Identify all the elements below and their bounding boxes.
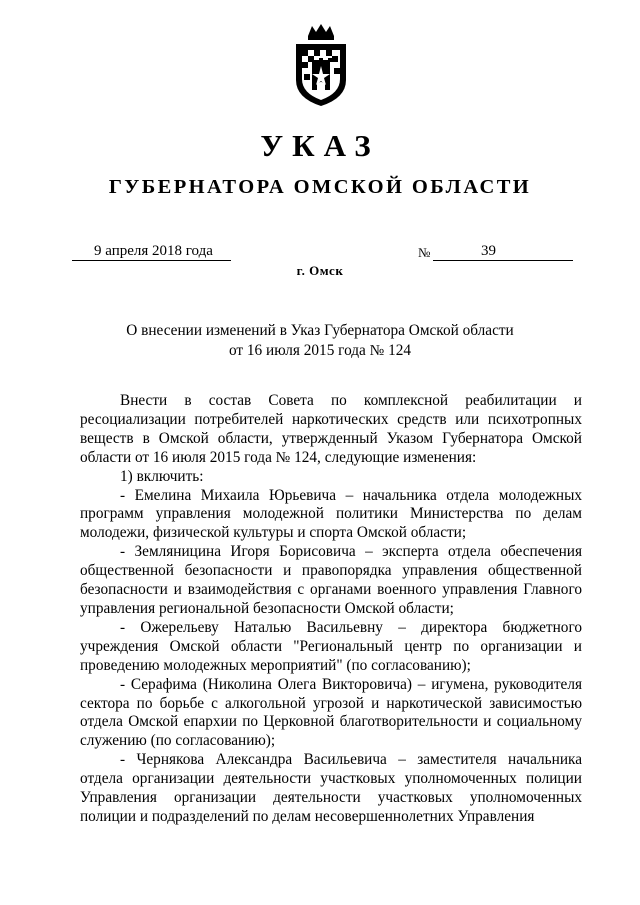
number-label: № [418, 245, 431, 260]
decree-city: г. Омск [296, 263, 344, 278]
decree-date-field [72, 242, 231, 261]
decree-number-field [433, 242, 573, 261]
intro-paragraph: Внести в состав Совета по комплексной реабилитации и ресоциализации потребителей наркотических средств или психотропных веществ в Омской области, утвержденный Указом Губернатора Омской области от 16 июля 2015 года № 124, следующие изменения: [80, 392, 582, 466]
decree-issuer: ГУБЕРНАТОРА ОМСКОЙ ОБЛАСТИ [108, 176, 532, 198]
omsk-oblast-coat-of-arms-icon [290, 22, 352, 108]
member-paragraph: - Земляницина Игоря Борисовича – эксперта отдела обеспечения общественной безопасности и правопорядка управления общественной безопасности и взаимодействия с органами военного управления Главного управления региональной безопасности Омской области; [80, 543, 582, 617]
member-paragraph: - Ожерельеву Наталью Васильевну – директора бюджетного учреждения Омской области "Региональный центр по организации и проведению молодежных мероприятий" (по согласованию); [80, 618, 582, 674]
decree-number: 39 [481, 243, 496, 259]
document-body [80, 392, 582, 827]
heading-line: О внесении изменений в Указ Губернатора Омской области [126, 322, 514, 339]
item-1-paragraph: 1) включить: [120, 467, 204, 485]
member-paragraph: - Емелина Михаила Юрьевича – начальника отдела молодежных программ управления молодежной политики Министерства по делам молодежи, физической культуры и спорта Омской области; [80, 486, 582, 542]
document-heading [0, 321, 640, 361]
decree-title: УКАЗ [260, 128, 380, 163]
member-paragraph: - Чернякова Александра Васильевича – заместителя начальника отдела организации деятельности участковых уполномоченных полиции Управления организации деятельности участковых уполномоченных полиции и подразделений по делам несовершеннолетних Управления [80, 751, 582, 825]
heading-line: от 16 июля 2015 года № 124 [228, 342, 412, 359]
member-paragraph: - Серафима (Николина Олега Викторовича) – игумена, руководителя сектора по борьбе с алкогольной угрозой и наркотической зависимостью отдела Омской епархии по Церковной благотворительности и социальному служению (по согласованию); [80, 675, 582, 750]
decree-date: 9 апреля 2018 года [94, 243, 213, 259]
